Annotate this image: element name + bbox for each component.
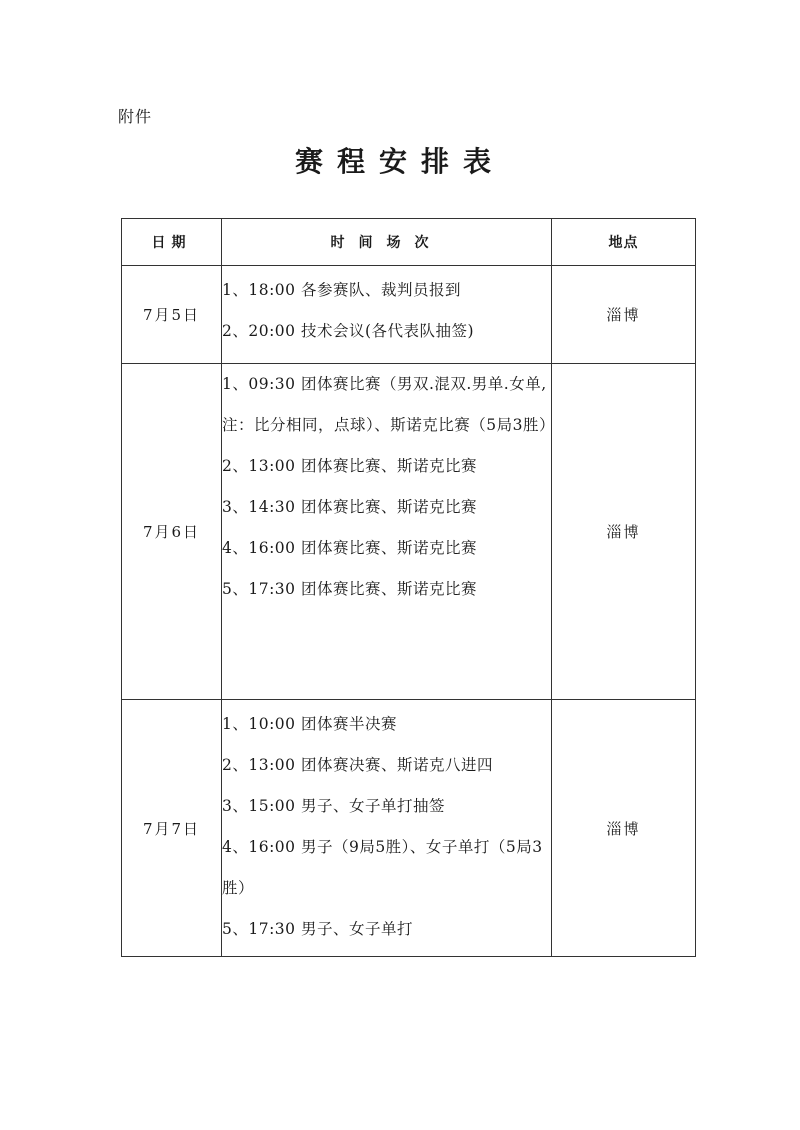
schedule-item: 1、18:00 各参赛队、裁判员报到 xyxy=(222,281,461,299)
row-place: 淄博 xyxy=(552,364,696,700)
row-date: 7月6日 xyxy=(122,364,222,700)
row-place: 淄博 xyxy=(552,266,696,364)
schedule-item: 1、09:30 团体赛比赛（男双.混双.男单.女单,注：比分相同，点球）、斯诺克比赛（5局3胜） xyxy=(222,375,555,434)
header-place: 地点 xyxy=(552,219,696,266)
row-place: 淄博 xyxy=(552,700,696,957)
table-row xyxy=(122,700,696,957)
schedule-item: 2、13:00 团体赛决赛、斯诺克八进四 xyxy=(222,756,493,774)
attachment-label: 附件 xyxy=(118,107,153,126)
row-items xyxy=(222,700,552,957)
row-items xyxy=(222,364,555,700)
table-header-row xyxy=(122,219,696,266)
schedule-table xyxy=(121,218,696,957)
table-row xyxy=(122,266,696,364)
row-items xyxy=(222,266,552,364)
schedule-item: 1、10:00 团体赛半决赛 xyxy=(222,715,397,733)
row-date: 7月7日 xyxy=(122,700,222,957)
header-time: 时间场次 xyxy=(222,219,552,266)
document-title: 赛程安排表 xyxy=(294,145,505,178)
schedule-item: 4、16:00 团体赛比赛、斯诺克比赛 xyxy=(222,539,477,557)
schedule-item: 2、13:00 团体赛比赛、斯诺克比赛 xyxy=(222,457,477,475)
row-date: 7月5日 xyxy=(122,266,222,364)
table-row xyxy=(122,364,696,700)
schedule-item: 3、15:00 男子、女子单打抽签 xyxy=(222,797,445,815)
schedule-item: 5、17:30 团体赛比赛、斯诺克比赛 xyxy=(222,580,477,598)
schedule-item: 3、14:30 团体赛比赛、斯诺克比赛 xyxy=(222,498,477,516)
schedule-item: 4、16:00 男子（9局5胜）、女子单打（5局3胜） xyxy=(222,838,543,897)
schedule-item: 5、17:30 男子、女子单打 xyxy=(222,920,413,938)
schedule-item: 2、20:00 技术会议(各代表队抽签) xyxy=(222,322,475,340)
header-date: 日期 xyxy=(122,219,222,266)
